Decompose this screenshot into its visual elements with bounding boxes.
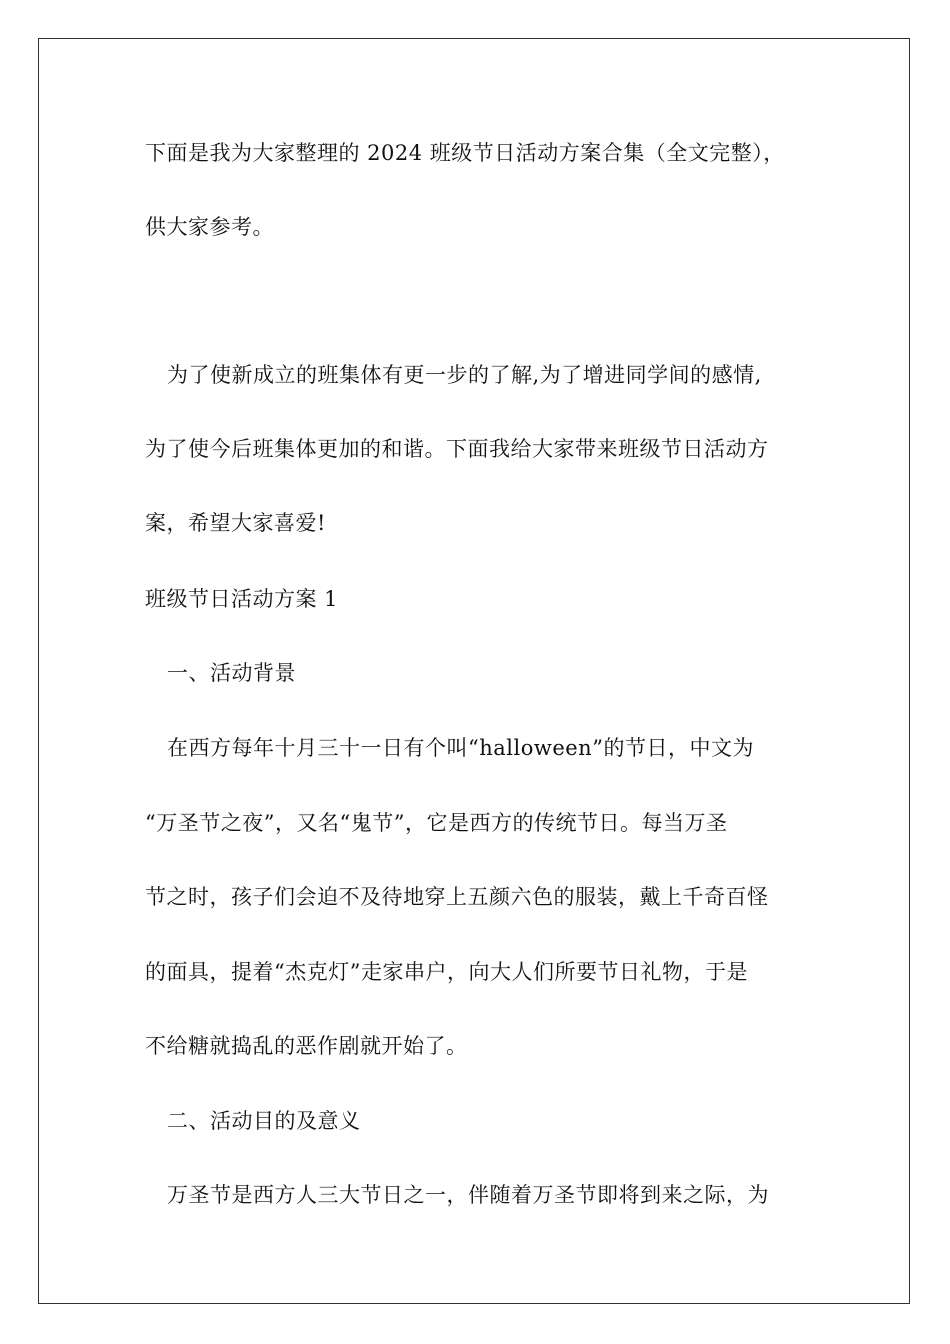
heading-plan-1: 班级节日活动方案 1 [145,587,339,611]
section1-line-3: 节之时，孩子们会迫不及待地穿上五颜六色的服装，戴上千奇百怪 [145,885,769,909]
paragraph1-line-1: 为了使新成立的班集体有更一步的了解,为了增进同学间的感情, [167,363,762,387]
intro-line-1: 下面是我为大家整理的 2024 班级节日活动方案合集（全文完整）， [145,141,785,165]
section1-line-4: 的面具，提着“杰克灯”走家串户，向大人们所要节日礼物，于是 [145,960,748,984]
section1-line-2: “万圣节之夜”，又名“鬼节”，它是西方的传统节日。每当万圣 [145,811,728,835]
section1-title: 一、活动背景 [167,661,296,685]
intro-line-2: 供大家参考。 [145,215,274,239]
section1-line-1: 在西方每年十月三十一日有个叫“halloween”的节日，中文为 [167,736,754,760]
paragraph1-line-3: 案，希望大家喜爱! [145,511,326,535]
section2-title: 二、活动目的及意义 [167,1109,361,1133]
paragraph1-line-2: 为了使今后班集体更加的和谐。下面我给大家带来班级节日活动方 [145,437,769,461]
section2-line-1: 万圣节是西方人三大节日之一，伴随着万圣节即将到来之际，为 [167,1183,769,1207]
section1-line-5: 不给糖就捣乱的恶作剧就开始了。 [145,1034,468,1058]
